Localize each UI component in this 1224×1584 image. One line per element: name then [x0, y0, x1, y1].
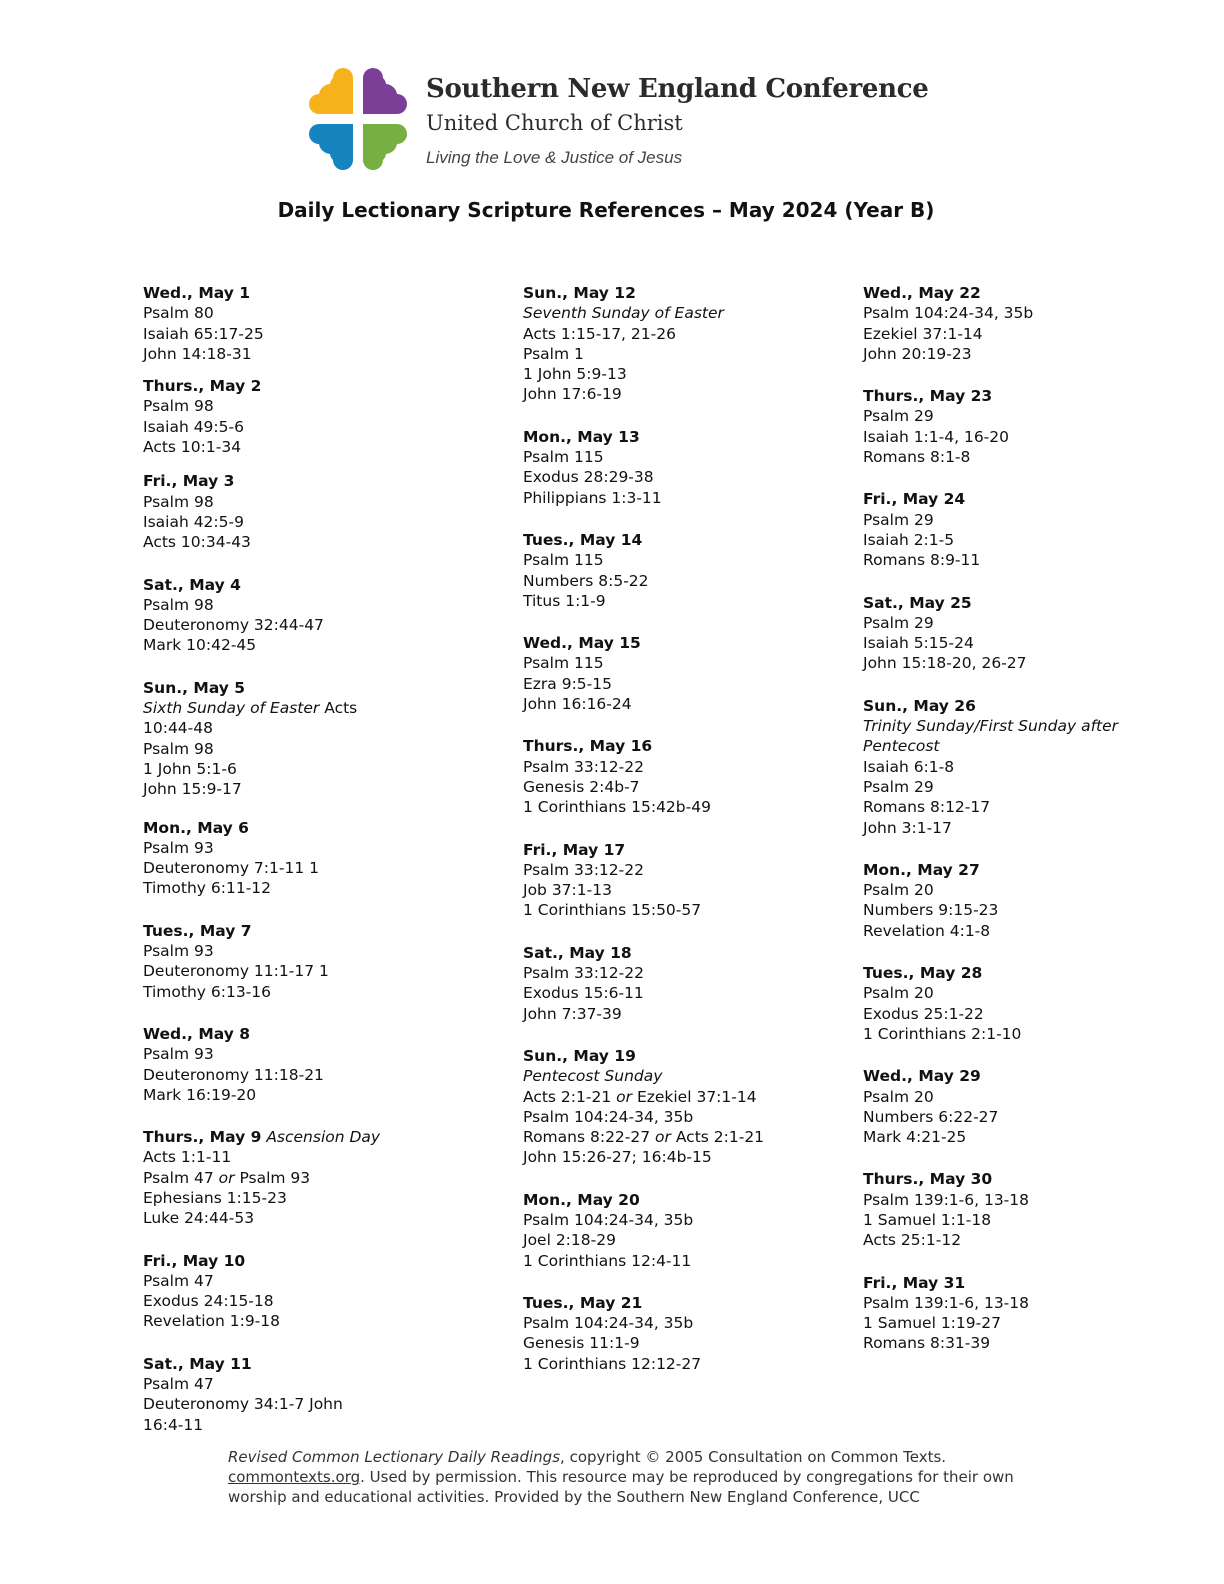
day-entry — [863, 386, 1193, 467]
day-entry — [523, 1046, 853, 1168]
day-heading — [863, 860, 1193, 880]
day-heading — [863, 283, 1193, 303]
reading: Psalm 47 — [143, 1375, 214, 1394]
reading: Psalm 93 — [143, 838, 214, 857]
day-heading — [143, 575, 498, 595]
lectionary-column-1 — [143, 283, 498, 1435]
day-entry — [523, 1293, 853, 1374]
occasion-line — [863, 716, 1193, 757]
reading: Timothy 6:13-16 — [143, 982, 272, 1001]
day-heading — [523, 840, 853, 860]
day-entry — [143, 575, 498, 656]
day-heading — [143, 283, 498, 303]
footer-permission: . Used by permission. This resource may be reproduced by congregations for their own worship and educational activities. Provided by the Southern New England Conference, UCC — [228, 1468, 1014, 1506]
reading: Psalm 20 — [863, 881, 934, 900]
day-entry — [523, 840, 853, 921]
day-label: Mon., May 13 — [523, 427, 640, 446]
reading: Psalm 20 — [863, 984, 934, 1003]
occasion-label: Trinity Sunday/First Sunday after Pentecost — [863, 717, 1119, 756]
reading: 1 John 5:1-6 — [143, 759, 237, 778]
reading: Isaiah 42:5-9 — [143, 512, 244, 531]
day-label: Fri., May 17 — [523, 840, 626, 859]
reading: 16:4-11 — [143, 1415, 204, 1434]
reading: John 3:1-17 — [863, 818, 952, 837]
reading: Romans 8:31-39 — [863, 1334, 991, 1353]
page-title: Daily Lectionary Scripture References – May 2024 (Year B) — [277, 198, 935, 222]
day-heading — [863, 593, 1193, 613]
conference-logo-icon — [306, 68, 410, 172]
day-label: Sun., May 12 — [523, 284, 636, 302]
reading: 1 John 5:9-13 — [523, 365, 627, 384]
reading: Psalm 104:24-34, 35b — [863, 304, 1034, 323]
reading: Isaiah 2:1-5 — [863, 530, 955, 549]
occasion-line — [143, 698, 498, 739]
occasion-line — [523, 303, 853, 323]
day-entry — [143, 1127, 498, 1228]
reading: Psalm 115 — [523, 654, 604, 673]
lectionary-column-3 — [863, 283, 1193, 1354]
day-entry — [523, 530, 853, 611]
reading: Isaiah 1:1-4, 16-20 — [863, 427, 1009, 446]
reading: Ezekiel 37:1-14 — [863, 324, 983, 343]
reading: Acts — [324, 699, 358, 718]
reading-continued: 10:44-48 — [143, 719, 213, 738]
org-tagline: Living the Love & Justice of Jesus — [426, 148, 683, 167]
reading: Job 37:1-13 — [523, 881, 612, 900]
day-label: Fri., May 3 — [143, 472, 235, 491]
reading: John 17:6-19 — [523, 385, 622, 404]
day-entry — [863, 1169, 1193, 1250]
reading: Psalm 139:1-6, 13-18 — [863, 1293, 1029, 1312]
day-entry — [143, 1251, 498, 1332]
day-entry — [143, 1354, 498, 1435]
reading: 1 Corinthians 12:4-11 — [523, 1251, 692, 1270]
org-subtitle: United Church of Christ — [426, 111, 683, 135]
day-entry — [863, 696, 1193, 838]
reading: Psalm 115 — [523, 448, 604, 467]
reading: Psalm 29 — [863, 510, 934, 529]
day-entry — [863, 1273, 1193, 1354]
day-heading — [863, 1273, 1193, 1293]
reading: Psalm 98 — [143, 397, 214, 416]
header — [306, 68, 929, 178]
reading: Mark 4:21-25 — [863, 1128, 967, 1147]
day-heading — [523, 633, 853, 653]
or-connector: or — [655, 1128, 671, 1147]
reading: Psalm 98 — [143, 739, 214, 758]
day-label: Sat., May 4 — [143, 575, 241, 594]
day-heading — [863, 489, 1193, 509]
reading: Isaiah 65:17-25 — [143, 324, 264, 343]
reading: Revelation 1:9-18 — [143, 1312, 281, 1331]
reading: Psalm 29 — [863, 613, 934, 632]
reading: John 20:19-23 — [863, 344, 972, 363]
reading: Revelation 4:1-8 — [863, 921, 991, 940]
reading: Numbers 9:15-23 — [863, 901, 999, 920]
reading: 1 Corinthians 15:42b-49 — [523, 798, 711, 817]
day-label: Fri., May 10 — [143, 1251, 246, 1270]
day-label: Mon., May 27 — [863, 860, 980, 879]
occasion-label: Seventh Sunday of Easter — [523, 304, 724, 323]
reading: Deuteronomy 32:44-47 — [143, 616, 324, 635]
day-label: Mon., May 20 — [523, 1190, 640, 1209]
footer — [228, 1447, 1058, 1507]
day-label: Sat., May 25 — [863, 593, 972, 612]
day-label: Wed., May 22 — [863, 284, 981, 302]
reading: John 15:26-27; 16:4b-15 — [523, 1148, 712, 1167]
reading: Acts 1:15-17, 21-26 — [523, 324, 676, 343]
reading: Psalm 93 — [143, 1045, 214, 1064]
reading: Isaiah 6:1-8 — [863, 757, 955, 776]
footer-copyright: , copyright © 2005 Consultation on Common Texts. — [560, 1448, 947, 1466]
day-heading — [143, 1127, 498, 1147]
day-heading — [143, 471, 498, 491]
org-name: Southern New England Conference — [426, 74, 929, 104]
day-label: Thurs., May 23 — [863, 387, 993, 406]
reading: Luke 24:44-53 — [143, 1209, 255, 1228]
occasion-label: Pentecost Sunday — [523, 1067, 663, 1086]
day-entry — [523, 283, 853, 405]
day-heading — [523, 1046, 853, 1066]
day-entry — [863, 963, 1193, 1044]
day-label: Sat., May 11 — [143, 1354, 252, 1373]
reading: Deuteronomy 11:18-21 — [143, 1065, 324, 1084]
reading: Philippians 1:3-11 — [523, 488, 662, 507]
reading: Psalm 33:12-22 — [523, 757, 644, 776]
reading: Genesis 2:4b-7 — [523, 777, 640, 796]
day-entry — [863, 283, 1193, 364]
day-heading — [143, 376, 498, 396]
day-entry — [523, 427, 853, 508]
reading: Psalm 93 — [143, 942, 214, 961]
reading: John 7:37-39 — [523, 1004, 622, 1023]
reading: Psalm 47 — [143, 1271, 214, 1290]
day-label: Thurs., May 30 — [863, 1170, 993, 1189]
reading: 1 Corinthians 12:12-27 — [523, 1354, 702, 1373]
reading: 1 Samuel 1:19-27 — [863, 1314, 1001, 1333]
day-label: Wed., May 8 — [143, 1024, 251, 1043]
reading: Romans 8:12-17 — [863, 798, 991, 817]
reading: Exodus 15:6-11 — [523, 984, 644, 1003]
or-connector: or — [218, 1168, 235, 1187]
day-label: Tues., May 14 — [523, 530, 643, 549]
day-label: Mon., May 6 — [143, 818, 249, 837]
day-label: Tues., May 28 — [863, 964, 983, 983]
reading: Psalm 104:24-34, 35b — [523, 1210, 694, 1229]
reading: Psalm 33:12-22 — [523, 860, 644, 879]
day-label: Wed., May 29 — [863, 1067, 981, 1086]
reading: Deuteronomy 34:1-7 John — [143, 1395, 343, 1414]
day-heading — [143, 1251, 498, 1271]
day-entry — [863, 593, 1193, 674]
day-heading — [143, 921, 498, 941]
reading: Numbers 8:5-22 — [523, 571, 649, 590]
logo-petal-blue — [309, 124, 353, 170]
day-label: Tues., May 7 — [143, 921, 252, 940]
reading: Joel 2:18-29 — [523, 1231, 616, 1250]
reading: Titus 1:1-9 — [523, 591, 606, 610]
day-heading — [523, 943, 853, 963]
day-heading — [143, 1024, 498, 1044]
reading: Ezra 9:5-15 — [523, 674, 612, 693]
day-heading — [863, 1169, 1193, 1189]
day-entry — [523, 1190, 853, 1271]
reading: Romans 8:1-8 — [863, 448, 971, 467]
day-label: Fri., May 24 — [863, 490, 966, 509]
reading: John 15:9-17 — [143, 780, 242, 799]
reading: Psalm 20 — [863, 1087, 934, 1106]
day-heading — [863, 386, 1193, 406]
reading: John 15:18-20, 26-27 — [863, 654, 1027, 673]
reading: Romans 8:22-27 or Acts 2:1-21 — [523, 1128, 765, 1147]
reading: Psalm 104:24-34, 35b — [523, 1314, 694, 1333]
reading: Mark 16:19-20 — [143, 1085, 257, 1104]
day-heading — [523, 530, 853, 550]
reading: Exodus 24:15-18 — [143, 1292, 274, 1311]
reading: Psalm 98 — [143, 492, 214, 511]
lectionary-column-2 — [523, 283, 853, 1374]
day-entry — [143, 921, 498, 1002]
footer-link[interactable]: commontexts.org — [228, 1468, 361, 1486]
reading: 1 Corinthians 15:50-57 — [523, 901, 702, 920]
occasion-label: Sixth Sunday of Easter — [143, 699, 320, 718]
reading: Deuteronomy 11:1-17 1 — [143, 962, 329, 981]
reading: Exodus 25:1-22 — [863, 1004, 984, 1023]
reading: Psalm 47 or Psalm 93 — [143, 1168, 311, 1187]
day-entry — [143, 1024, 498, 1105]
day-label: Wed., May 1 — [143, 284, 251, 302]
reading: Ephesians 1:15-23 — [143, 1188, 287, 1207]
day-heading — [863, 696, 1193, 716]
day-heading — [143, 1354, 498, 1374]
day-label: Thurs., May 16 — [523, 737, 653, 756]
reading: Psalm 98 — [143, 595, 214, 614]
day-heading — [523, 1293, 853, 1313]
day-entry — [523, 736, 853, 817]
day-label: Sat., May 18 — [523, 943, 632, 962]
day-label: Thurs., May 9 — [143, 1128, 262, 1147]
day-heading — [523, 283, 853, 303]
reading: John 16:16-24 — [523, 695, 632, 714]
day-entry — [143, 678, 498, 800]
day-heading — [863, 1066, 1193, 1086]
reading: Mark 10:42-45 — [143, 636, 257, 655]
reading: Exodus 28:29-38 — [523, 468, 654, 487]
day-entry — [863, 860, 1193, 941]
reading: Psalm 29 — [863, 777, 934, 796]
reading: Psalm 115 — [523, 551, 604, 570]
day-heading — [523, 1190, 853, 1210]
day-label: Thurs., May 2 — [143, 377, 262, 396]
reading: 1 Corinthians 2:1-10 — [863, 1024, 1022, 1043]
reading: Deuteronomy 7:1-11 1 — [143, 859, 319, 878]
reading: Acts 10:1-34 — [143, 438, 242, 457]
day-entry — [523, 943, 853, 1024]
logo-petal-purple — [363, 68, 407, 114]
day-label: Wed., May 15 — [523, 634, 641, 653]
day-entry — [143, 818, 498, 899]
day-heading — [143, 678, 498, 698]
reading: Psalm 33:12-22 — [523, 964, 644, 983]
day-label: Tues., May 21 — [523, 1293, 643, 1312]
day-heading — [523, 427, 853, 447]
reading: Psalm 139:1-6, 13-18 — [863, 1190, 1029, 1209]
reading: Psalm 80 — [143, 304, 214, 323]
reading: Isaiah 49:5-6 — [143, 417, 244, 436]
reading: John 14:18-31 — [143, 344, 252, 363]
logo-petal-yellow — [309, 68, 353, 114]
day-heading — [523, 736, 853, 756]
day-entry — [863, 1066, 1193, 1147]
reading: Timothy 6:11-12 — [143, 879, 272, 898]
day-label: Sun., May 19 — [523, 1046, 636, 1065]
reading: Acts 25:1-12 — [863, 1231, 962, 1250]
reading: 1 Samuel 1:1-18 — [863, 1210, 992, 1229]
reading: Isaiah 5:15-24 — [863, 634, 974, 653]
day-label: Fri., May 31 — [863, 1273, 966, 1292]
footer-source-title: Revised Common Lectionary Daily Readings — [228, 1448, 561, 1466]
reading: Psalm 29 — [863, 407, 934, 426]
day-heading — [863, 963, 1193, 983]
reading: Psalm 104:24-34, 35b — [523, 1107, 694, 1126]
day-entry — [523, 633, 853, 714]
reading: Acts 2:1-21 or Ezekiel 37:1-14 — [523, 1087, 757, 1106]
day-entry — [863, 489, 1193, 570]
day-entry — [143, 283, 498, 364]
reading: Genesis 11:1-9 — [523, 1334, 640, 1353]
day-label: Sun., May 5 — [143, 678, 246, 697]
or-connector: or — [616, 1087, 632, 1106]
reading: Romans 8:9-11 — [863, 551, 981, 570]
day-entry — [143, 376, 498, 457]
reading: Psalm 1 — [523, 344, 584, 363]
occasion-label: Ascension Day — [261, 1128, 381, 1147]
day-heading — [143, 818, 498, 838]
occasion-line — [523, 1066, 853, 1086]
day-label: Sun., May 26 — [863, 696, 976, 715]
day-entry — [143, 471, 498, 552]
logo-petal-green — [363, 124, 407, 170]
reading: Acts 1:1-11 — [143, 1148, 232, 1167]
reading: Acts 10:34-43 — [143, 533, 251, 552]
reading: Numbers 6:22-27 — [863, 1107, 999, 1126]
